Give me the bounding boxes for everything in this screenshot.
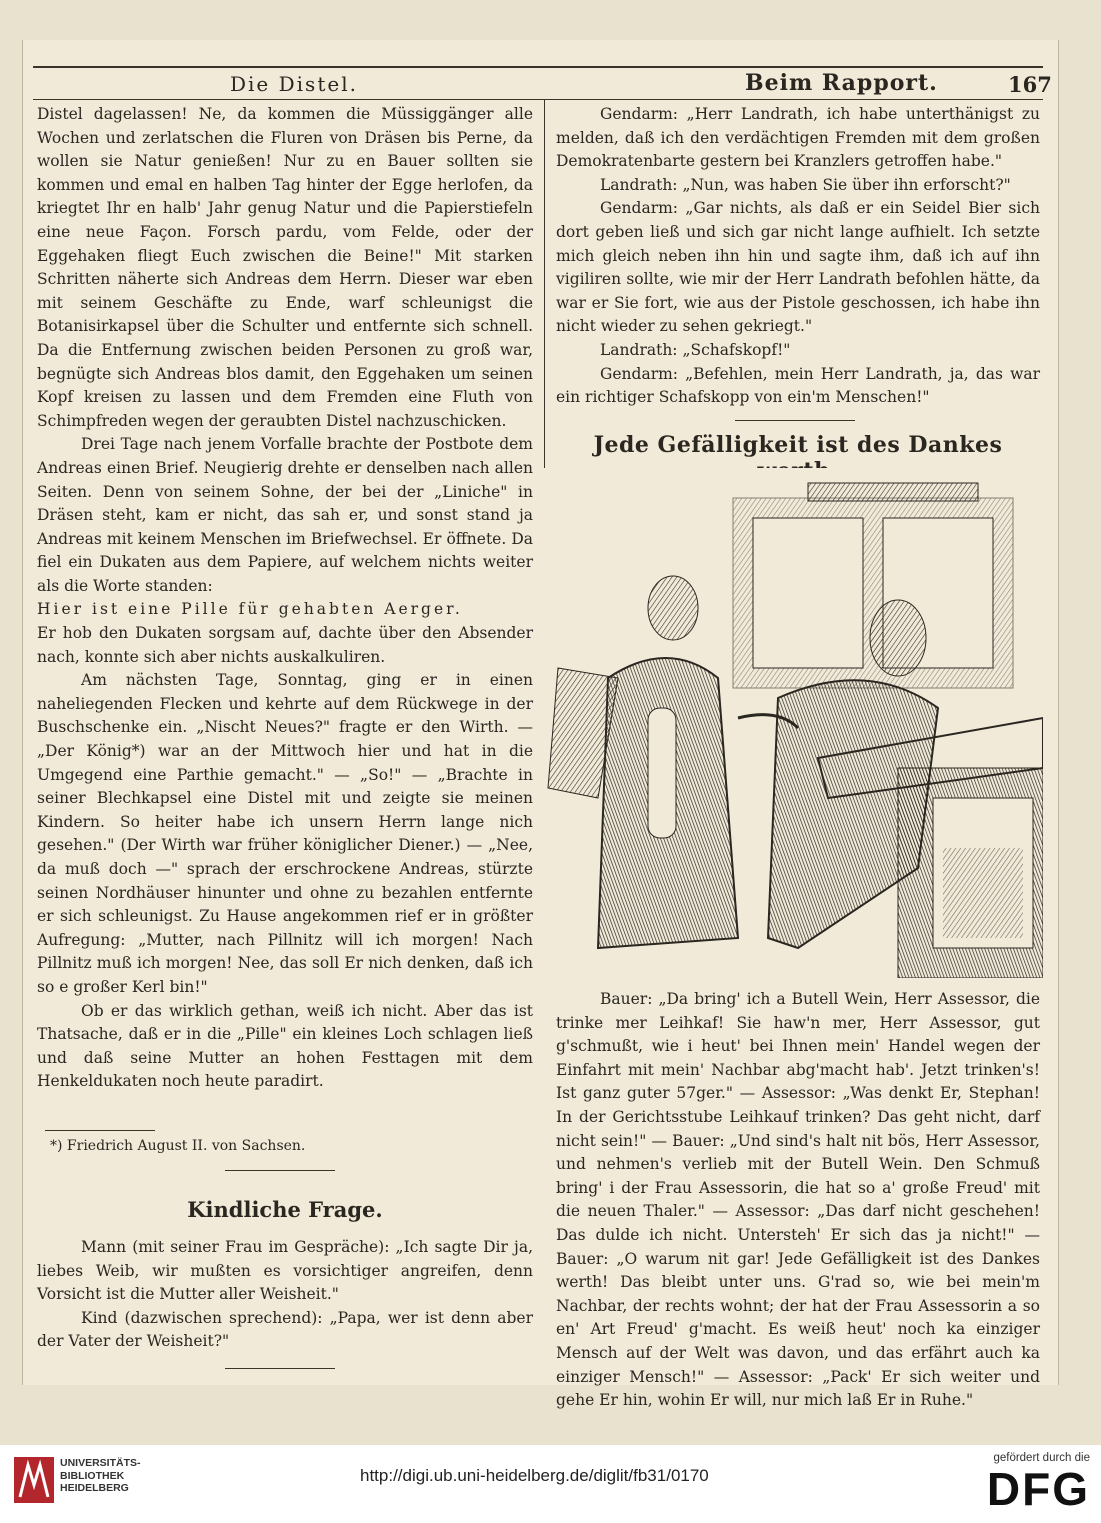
kindliche-frage-text xyxy=(37,1236,533,1354)
paragraph: Kind (dazwischen sprechend): „Papa, wer ist denn aber der Vater der Weisheit?" xyxy=(37,1308,533,1351)
paragraph: Landrath: „Nun, was haben Sie über ihn erforscht?" xyxy=(600,175,1011,194)
paragraph: Gendarm: „Herr Landrath, ich habe unterthänigst zu melden, daß ich den verdächtigen Fremden mit dem großen Demokratenbarte gestern bei Kranzlers getroffen habe." xyxy=(556,105,1040,171)
paragraph: Gendarm: „Gar nichts, als daß er ein Seidel Bier sich dort geben ließ und sich gar nicht lange aufhielt. Ich setzte mich gleich neben ihn hin und sagte ihm, daß ich auf ihn vigiliren sollte, wie mir der Herr Landrath befohlen hätte, da war er Sie fort, wie aus der Pistole geschossen, ich habe ihn nicht wieder zu sehen gekriegt." xyxy=(556,199,1040,336)
section-rule xyxy=(225,1170,335,1171)
dfg-wordmark: DFG xyxy=(986,1463,1090,1515)
library-seal-icon xyxy=(12,1455,56,1505)
paragraph: Distel dagelassen! Ne, da kommen die Müssiggänger alle Wochen und zerlatschen die Fluren von Dräsen bis Perne, da wollen sie Natur genießen! Nur zu en Bauer sollten sie kommen und emal en halben Tag hinter der Egge herlofen, da kriegtet Ihr en halb' Jahr genug Natur und die Papierstiefeln eine neue Façon. Forsch pardu, vom Felde, oder der Eggehaken fliegt Euch zwischen die Beine!" Mit starken Schritten näherte sich Andreas dem Herrn. Dieser war eben mit seinem Geschäfte zu Ende, warf schleunigst die Botanisirkapsel über die Schulter und entfernte sich schnell. Da die Entfernung zwischen beiden Personen zu groß war, begnügte sich Andreas blos damit, den Eggehaken um seinen Kopf kreisen zu lassen und dem Fremden eine Fluth von Schimpfreden wegen der geraubten Distel nachzuschicken. xyxy=(37,105,533,430)
paragraph: Bauer: „Da bring' ich a Butell Wein, Herr Assessor, die trinke mer Leihkaf! Sie haw'n mer, Herr Assessor, gut g'schmußt, wie i heut' bei Ihnen mein' Handel wegen der Einfahrt mit mein' Nachbar abg'macht hab'. Jetzt trinken's! Ist ganz guter 57ger." — Assessor: „Was denkt Er, Stephan! In der Gerichtsstube Leihkauf trinken? Das geht nicht, darf nicht sein!" — Bauer: „Und sind's halt nit bös, Herr Assessor, und nehmen's verlieb mit der Butell Wein. Den Schmuß bring' i der Frau Assessorin, die hat so a' große Freud' mit die neuen Thaler." — Assessor: „Das darf nicht geschehen! Das dulde ich nicht. Untersteh' Er sich das ja nicht!" — Bauer: „O warum nit gar! Jede Gefälligkeit ist des Dankes werth! Das bleibt unter uns. G'rad so, wie bei mein'm Nachbar, der rechts wohnt; der hat der Frau Assessorin a so en' Art Freud' g'macht. Es weiß heut' noch ka einziger Mensch auf der Welt was davon, und das erfährt auch ka einziger Mensch!" — Assessor: „Pack' Er sich weiter und gehe Er hin, wohin Er will, nur mich laß Er in Ruhe." xyxy=(556,990,1040,1410)
paragraph: Landrath: „Schafskopf!" xyxy=(600,340,791,359)
header-rule xyxy=(33,66,1043,68)
source-url[interactable]: http://digi.ub.uni-heidelberg.de/diglit/fb31/0170 xyxy=(360,1466,709,1485)
header-rule-lower xyxy=(33,99,1043,100)
running-head-left: Die Distel. xyxy=(230,72,358,96)
section-title-jede-gefaelligkeit: Jede Gefälligkeit ist des Dankes xyxy=(593,432,1003,458)
page-number: 167 xyxy=(1008,72,1052,97)
engraving-illustration xyxy=(538,468,1043,978)
dfg-logo[interactable] xyxy=(955,1452,1090,1516)
running-head-title: Beim Rapport. xyxy=(745,70,938,96)
footnote: *) Friedrich August II. von Sachsen. xyxy=(50,1138,306,1154)
library-logo[interactable] xyxy=(12,1455,152,1505)
library-name: UNIVERSITÄTS- BIBLIOTHEK HEIDELBERG xyxy=(60,1457,141,1494)
paragraph: Drei Tage nach jenem Vorfalle brachte der Postbote dem Andreas einen Brief. Neugierig drehte er denselben nach allen Seiten. Denn von seinem Sohne, der bei der „Liniche" in Dräsen steht, kam er nicht, das sah er, und sonst stand ja Andreas mit keinem Menschen im Briefwechsel. Er öffnete. Da fiel ein Dukaten aus dem Papiere, auf welchem nichts weiter als die Worte standen: xyxy=(37,435,533,595)
paragraph: Mann (mit seiner Frau im Gespräche): „Ich sagte Dir ja, liebes Weib, wir mußten es vorsichtiger angreifen, denn Vorsicht ist die Mutter aller Weisheit." xyxy=(37,1238,533,1304)
footnote-rule xyxy=(45,1130,155,1131)
paragraph: Ob er das wirklich gethan, weiß ich nicht. Aber das ist Thatsache, daß er in die „Pille" ein kleines Loch schlagen ließ und daß seine Mutter an hohen Festtagen mit dem Henkeldukaten noch heute paradirt. xyxy=(37,1001,533,1091)
quoted-note: Hier ist eine Pille für gehabten Aerger. xyxy=(37,600,463,619)
paragraph: Am nächsten Tage, Sonntag, ging er in einen naheliegenden Flecken und kehrte auf dem Rückwege in der Buschschenke ein. „Nischt Neues?" fragte er den Wirth. — „Der König*) war an der Mittwoch hier und hat in die Umgegend eine Parthie gemacht." — „So!" — „Brachte in seiner Blechkapsel eine Distel mit und zeigte sie meinen Kindern. So heiter habe ich unsern Herrn lange nich gesehen." (Der Wirth war früher königlicher Diener.) — „Nee, da muß doch —" sprach der erschrockene Andreas, stürzte seinen Nordhäuser hinunter und ohne zu bezahlen entfernte er sich schleunigst. Zu Hause angekommen rief er in größter Aufregung: „Mutter, nach Pillnitz will ich morgen! Nach Pillnitz muß ich morgen! Nee, das soll Er nich denken, daß ich so e großer Kerl bin!" xyxy=(37,671,533,996)
dfg-caption: gefördert durch die xyxy=(993,1452,1090,1464)
paragraph: Gendarm: „Befehlen, mein Herr Landrath, ja, das war ein richtiger Schafskopp von ein'm Menschen!" xyxy=(556,364,1040,407)
section-title-kindliche-frage: Kindliche Frage. xyxy=(187,1197,383,1222)
jede-gefaelligkeit-text xyxy=(556,988,1040,1413)
left-column xyxy=(37,103,533,1094)
end-rule xyxy=(225,1368,335,1369)
rapport-column xyxy=(556,103,1040,410)
paragraph: Er hob den Dukaten sorgsam auf, dachte über den Absender nach, konnte sich aber nichts auskalkuliren. xyxy=(37,624,533,666)
section-rule xyxy=(735,420,855,421)
cabinet-shape xyxy=(733,483,1013,688)
